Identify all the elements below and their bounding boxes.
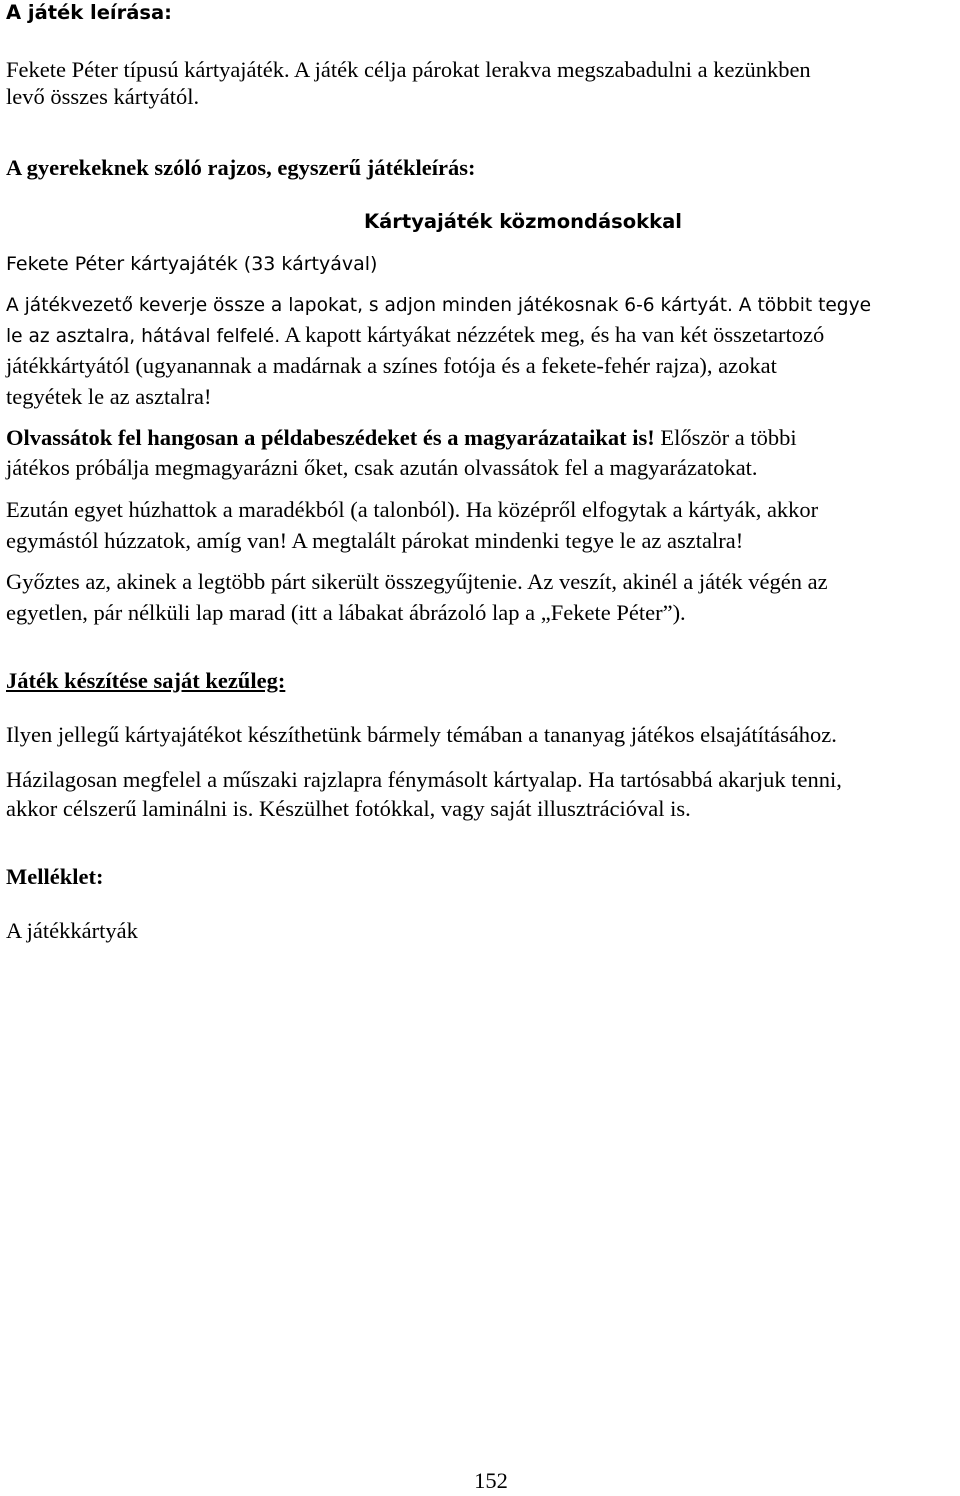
rules-line-2 — [6, 319, 954, 352]
rules-line-4: tegyétek le az asztalra! — [6, 384, 212, 409]
page-number: 152 — [474, 1468, 508, 1493]
rules-line-3: játékkártyától (ugyanannak a madárnak a színes fotója és a fekete-fehér rajza), azokat — [6, 353, 777, 378]
section-heading-diy: Játék készítése saját kezűleg: — [6, 668, 286, 693]
draw-line-1: Ezután egyet húzhattok a maradékból (a talonból). Ha középről elfogytak a kártyák, akkor — [6, 497, 819, 522]
win-line-2: egyetlen, pár nélküli lap marad (itt a lábakat ábrázoló lap a „Fekete Péter”). — [6, 600, 686, 625]
read-aloud-bold: Olvassátok fel hangosan a példabeszédeket és a magyarázataikat is! — [6, 425, 655, 450]
card-game-title: Kártyajáték közmondásokkal — [364, 210, 682, 233]
appendix-line-1: A játékkártyák — [6, 918, 138, 943]
diy-line-3: akkor célszerű laminálni is. Készülhet fotókkal, vagy saját illusztrációval is. — [6, 796, 691, 821]
draw-line-2: egymástól húzzatok, amíg van! A megtalált párokat mindenki tegye le az asztalra! — [6, 528, 744, 553]
intro-line-1: Fekete Péter típusú kártyajáték. A játék célja párokat lerakva megszabadulni a kezünkben — [6, 57, 811, 82]
rules-line-2-sans: le az asztalra, hátával felfelé. — [6, 326, 281, 347]
rules-line-2-serif: A kapott kártyákat nézzétek meg, és ha van két összetartozó — [280, 322, 825, 347]
intro-line-2: levő összes kártyától. — [6, 84, 200, 109]
section-heading-kids-rules: A gyerekeknek szóló rajzos, egyszerű játékleírás: — [6, 155, 476, 180]
section-heading-description: A játék leírása: — [6, 1, 172, 24]
section-heading-appendix: Melléklet: — [6, 864, 104, 889]
diy-line-2: Házilagosan megfelel a műszaki rajzlapra fénymásolt kártyalap. Ha tartósabbá akarjuk tenni, — [6, 767, 842, 792]
read-aloud-rest: Először a többi — [654, 425, 797, 450]
read-aloud-line-2: játékos próbálja megmagyarázni őket, csak azután olvassátok fel a magyarázatokat. — [6, 455, 758, 480]
win-line-1: Győztes az, akinek a legtöbb párt sikerült összegyűjtenie. Az veszít, akinél a játék végén az — [6, 569, 828, 594]
rules-line-1: A játékvezető keverje össze a lapokat, s adjon minden játékosnak 6-6 kártyát. A többit tegye — [6, 295, 872, 316]
read-aloud-line-1 — [6, 422, 954, 453]
diy-line-1: Ilyen jellegű kártyajátékot készíthetünk bármely témában a tananyag játékos elsajátításához. — [6, 722, 837, 747]
card-game-subtitle: Fekete Péter kártyajáték (33 kártyával) — [6, 253, 378, 275]
